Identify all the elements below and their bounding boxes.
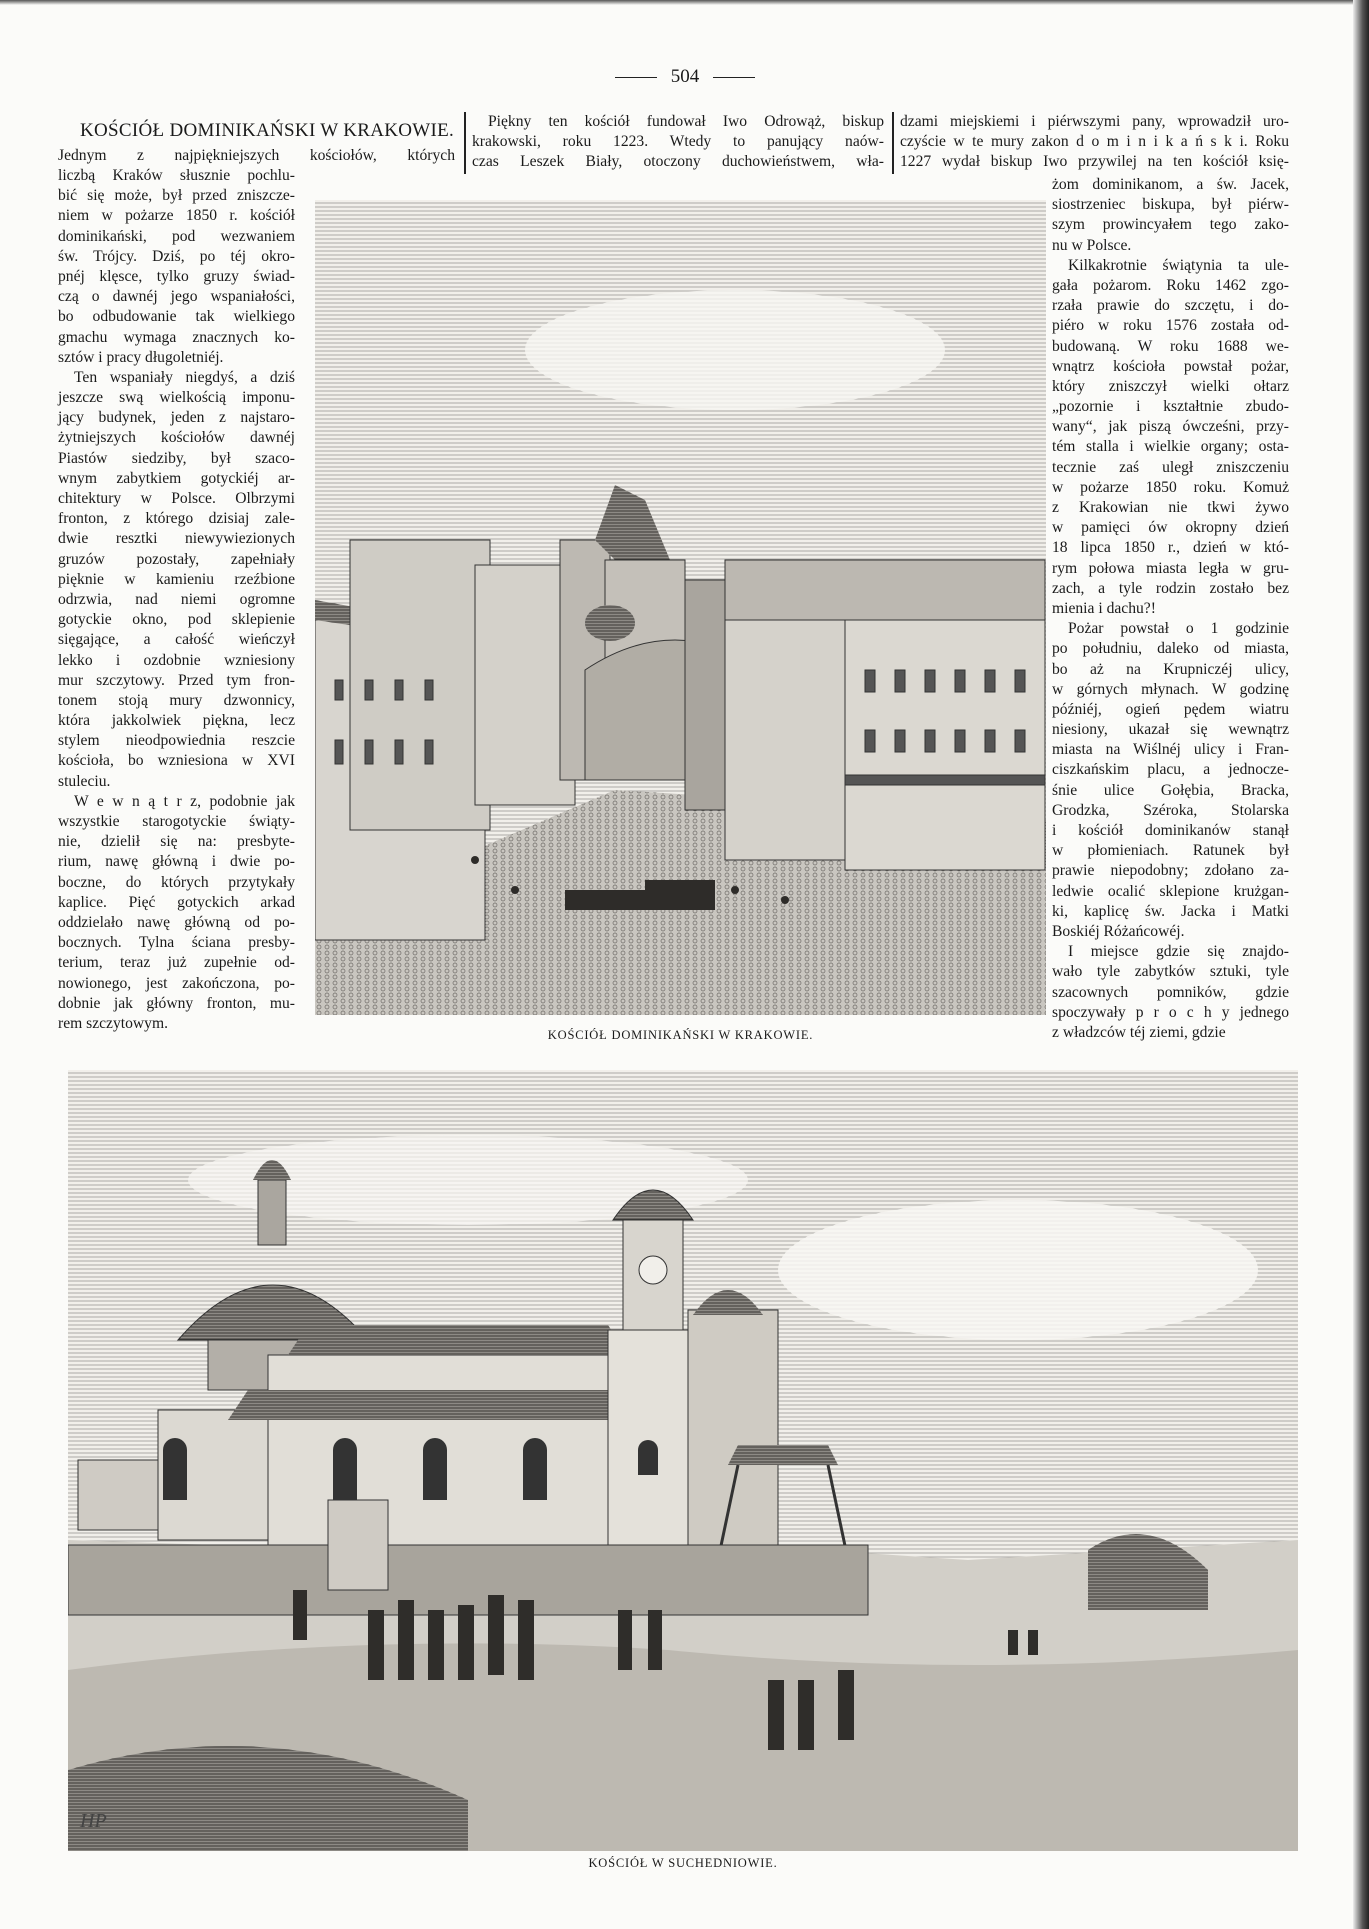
text-line: pnéj klęsce, tylko gruzy świad- bbox=[58, 267, 295, 285]
text-line: rium, nawę główną i dwie po- bbox=[58, 853, 295, 871]
text-line: rzała prawie do szczętu, i do- bbox=[1052, 297, 1289, 315]
text-line: czyście w te mury zakon d o m i n i k a ń s k i. Roku bbox=[900, 133, 1289, 151]
right-column-text bbox=[1052, 175, 1289, 1043]
text-line: gruzów pozostały, zapełniały bbox=[58, 550, 295, 568]
column-divider bbox=[464, 112, 466, 174]
text-line: nu w Polsce. bbox=[1052, 236, 1132, 254]
text-line: wnym zabytkiem gotyckiéj ar- bbox=[58, 469, 295, 487]
text-line: stylem nieodpowiednia reszcie bbox=[58, 732, 295, 750]
text-line: jeszcze swą wielkością imponu- bbox=[58, 389, 295, 407]
text-line: 1227 wydał biskup Iwo przywilej na ten kościół księ- bbox=[900, 153, 1289, 171]
text-line: gotyckie okno, pod sklepienie bbox=[58, 611, 295, 629]
engraver-mark: HP bbox=[80, 1810, 107, 1832]
text-line: gmachu wymaga znacznych ko- bbox=[58, 328, 295, 346]
text-line: W e w n ą t r z, podobnie jak bbox=[74, 792, 295, 810]
text-line: z władzców téj ziemi, gdzie bbox=[1052, 1023, 1226, 1041]
text-line: oddzielało nawę główną od po- bbox=[58, 913, 295, 931]
text-line: Ten wspaniały niegdyś, a dziś bbox=[74, 368, 295, 386]
text-line: mur szczytowy. Przed tym fron- bbox=[58, 671, 295, 689]
text-line: nowionego, jest zakończona, po- bbox=[58, 974, 295, 992]
text-line: bo odbudowanie tak wielkiego bbox=[58, 308, 295, 326]
text-line: wszystkie starogotyckie świąty- bbox=[58, 813, 295, 830]
text-line: w płomieniach. Ratunek był bbox=[1052, 842, 1289, 860]
illustration-dominican-church-krakow bbox=[315, 200, 1046, 1015]
text-line: fronton, z którego dzisiaj zale- bbox=[58, 510, 295, 528]
text-line: „pozornie i kształtnie zbudo- bbox=[1052, 398, 1289, 416]
text-line: Boskiéj Różańcowéj. bbox=[1052, 922, 1185, 940]
text-line: ki, kaplicę św. Jacka i Matki bbox=[1052, 902, 1289, 920]
text-line: jący budynek, jeden z najstaro- bbox=[58, 409, 295, 427]
text-line: Piękny ten kościół fundował Iwo Odrowąż, biskup bbox=[488, 113, 884, 130]
text-line: wało tyle zabytków sztuki, tyle bbox=[1052, 963, 1289, 981]
text-line: terium, teraz już zupełnie od- bbox=[58, 954, 295, 972]
middle-top-text bbox=[472, 112, 884, 173]
text-line: żytniejszych kościołów dawnéj bbox=[58, 429, 295, 447]
text-line: budowaną. W roku 1688 we- bbox=[1052, 337, 1289, 355]
text-line: w pożarze 1850 roku. Komuż bbox=[1052, 478, 1289, 496]
text-line: Pożar powstał o 1 godzinie bbox=[1068, 620, 1289, 638]
text-line: 18 lipca 1850 r., dzień w któ- bbox=[1052, 539, 1289, 557]
text-line: tecznie zaś uległ zniszczeniu bbox=[1052, 458, 1289, 476]
text-line: I miejsce gdzie się znajdo- bbox=[1068, 943, 1289, 961]
text-line: bić się może, był przed zniszcze- bbox=[58, 187, 295, 205]
text-line: chitektury w Polsce. Olbrzymi bbox=[58, 490, 295, 507]
text-line: tém stalla i wielkie organy; osta- bbox=[1052, 438, 1289, 456]
text-line: czas Leszek Biały, otoczony duchowieństwem, wła- bbox=[472, 153, 884, 171]
illustration-church-suchedniow bbox=[68, 1070, 1298, 1851]
column-divider bbox=[892, 112, 894, 174]
text-line: bocznych. Tylna ściana presby- bbox=[58, 934, 295, 952]
text-line: wnątrz kościoła powstał pożar, bbox=[1052, 357, 1289, 375]
text-line: która jakkolwiek piękna, lecz bbox=[58, 712, 295, 730]
text-line: zach, a tyle rodzin zostało bez bbox=[1052, 579, 1289, 597]
text-line: niem w pożarze 1850 r. kościół bbox=[58, 207, 295, 225]
scan-top-edge bbox=[0, 0, 1369, 5]
illustration-caption-top: KOŚCIÓŁ DOMINIKAŃSKI W KRAKOWIE. bbox=[547, 1028, 814, 1042]
text-line: bo aż na Krupniczéj ulicy, bbox=[1052, 660, 1289, 678]
page-number-text: 504 bbox=[670, 66, 700, 87]
page-number bbox=[600, 66, 770, 88]
text-line: szacownych pomników, gdzie bbox=[1052, 983, 1289, 1001]
text-line: po południu, daleko od miasta, bbox=[1052, 640, 1289, 658]
text-line: niesiony, ukazał się wewnątrz bbox=[1052, 721, 1289, 739]
text-line: prawie niepodobny; zdołano za- bbox=[1052, 862, 1289, 880]
text-line: dobnie jak główny fronton, mu- bbox=[58, 994, 295, 1012]
text-line: sztów i pracy długoletniéj. bbox=[58, 348, 224, 366]
text-line: rem szczytowym. bbox=[58, 1014, 168, 1032]
text-line: w górnych młynach. W godzinę bbox=[1052, 680, 1289, 698]
text-line: kaplice. Pięć gotyckich arkad bbox=[58, 893, 295, 911]
scan-binding-shadow bbox=[1353, 0, 1369, 1929]
left-column-text bbox=[58, 166, 295, 1034]
text-line: późniéj, ogień pędem wiatru bbox=[1052, 700, 1289, 718]
text-line: gała pożarom. Roku 1462 zgo- bbox=[1052, 276, 1289, 294]
article-title: KOŚCIÓŁ DOMINIKAŃSKI W KRAKOWIE. bbox=[80, 120, 455, 141]
text-line: piéro w roku 1576 została od- bbox=[1052, 317, 1289, 335]
text-line: dzami miejskiemi i piérwszymi pany, wprowadził uro- bbox=[900, 113, 1289, 130]
text-line: św. Trójcy. Dziś, po téj okro- bbox=[58, 247, 295, 265]
right-top-text bbox=[900, 112, 1289, 173]
text-line: Piastów siedziby, był szaco- bbox=[58, 449, 295, 467]
text-line: pięknie w kamieniu rzeźbione bbox=[58, 570, 295, 588]
text-line: z Krakowian nie tkwi żywo bbox=[1052, 499, 1289, 516]
text-line: ciszkańskim placu, a jednocze- bbox=[1052, 761, 1289, 779]
text-line: kościoła, bo wzniesiona w XVI bbox=[58, 752, 295, 770]
text-line: spoczywały p r o c h y jednego bbox=[1052, 1003, 1289, 1021]
text-line: sięgające, a całość wieńczył bbox=[58, 631, 295, 649]
text-line: ledwie ocalić sklepione krużgan- bbox=[1052, 882, 1289, 900]
text-line: który zniszczył wielki ołtarz bbox=[1052, 377, 1289, 395]
text-line: lekko i ozdobnie wzniesiony bbox=[58, 651, 295, 669]
text-line: śnie ulice Gołębia, Bracka, bbox=[1052, 781, 1289, 799]
text-line: Kilkakrotnie świątynia ta ule- bbox=[1068, 256, 1289, 274]
text-line: czą o dawnéj jego wspaniałości, bbox=[58, 288, 295, 306]
text-line: żom dominikanom, a św. Jacek, bbox=[1052, 176, 1289, 193]
text-line: mienia i dachu?! bbox=[1052, 599, 1156, 617]
text-line: i kościół dominikanów stanął bbox=[1052, 822, 1289, 839]
text-line: dwie resztki niewywiezionych bbox=[58, 530, 295, 548]
text-line: siostrzeniec biskupa, był piérw- bbox=[1052, 196, 1289, 214]
text-line: dominikański, pod wezwaniem bbox=[58, 227, 295, 245]
illustration-caption-bottom: KOŚCIÓŁ W SUCHEDNIOWIE. bbox=[588, 1856, 778, 1870]
text-line: w pamięci ów okropny dzień bbox=[1052, 519, 1289, 537]
text-line: krakowski, roku 1223. Wtedy to panujący naów- bbox=[472, 133, 884, 151]
text-line: liczbą Kraków słusznie pochlu- bbox=[58, 167, 295, 184]
text-line: wany“, jak piszą ówcześni, przy- bbox=[1052, 418, 1289, 436]
text-line: boczne, do których przytykały bbox=[58, 873, 295, 891]
text-line: nie, dzielił się na: presbyte- bbox=[58, 833, 295, 851]
text-line: rym połowa miasta legła w gru- bbox=[1052, 559, 1289, 577]
text-line: Grodzka, Széroka, Stolarska bbox=[1052, 801, 1289, 819]
text-line: szym prowincyałem tego zako- bbox=[1052, 216, 1289, 234]
text-line: odrzwia, nad niemi ogromne bbox=[58, 590, 295, 608]
text-line: tonem stoją mury dzwonnicy, bbox=[58, 691, 295, 709]
article-first-line: Jednym z najpiękniejszych kościołów, których bbox=[58, 147, 455, 164]
text-line: miasta na Wiślnéj ulicy i Fran- bbox=[1052, 741, 1289, 759]
text-line: stuleciu. bbox=[58, 772, 111, 790]
